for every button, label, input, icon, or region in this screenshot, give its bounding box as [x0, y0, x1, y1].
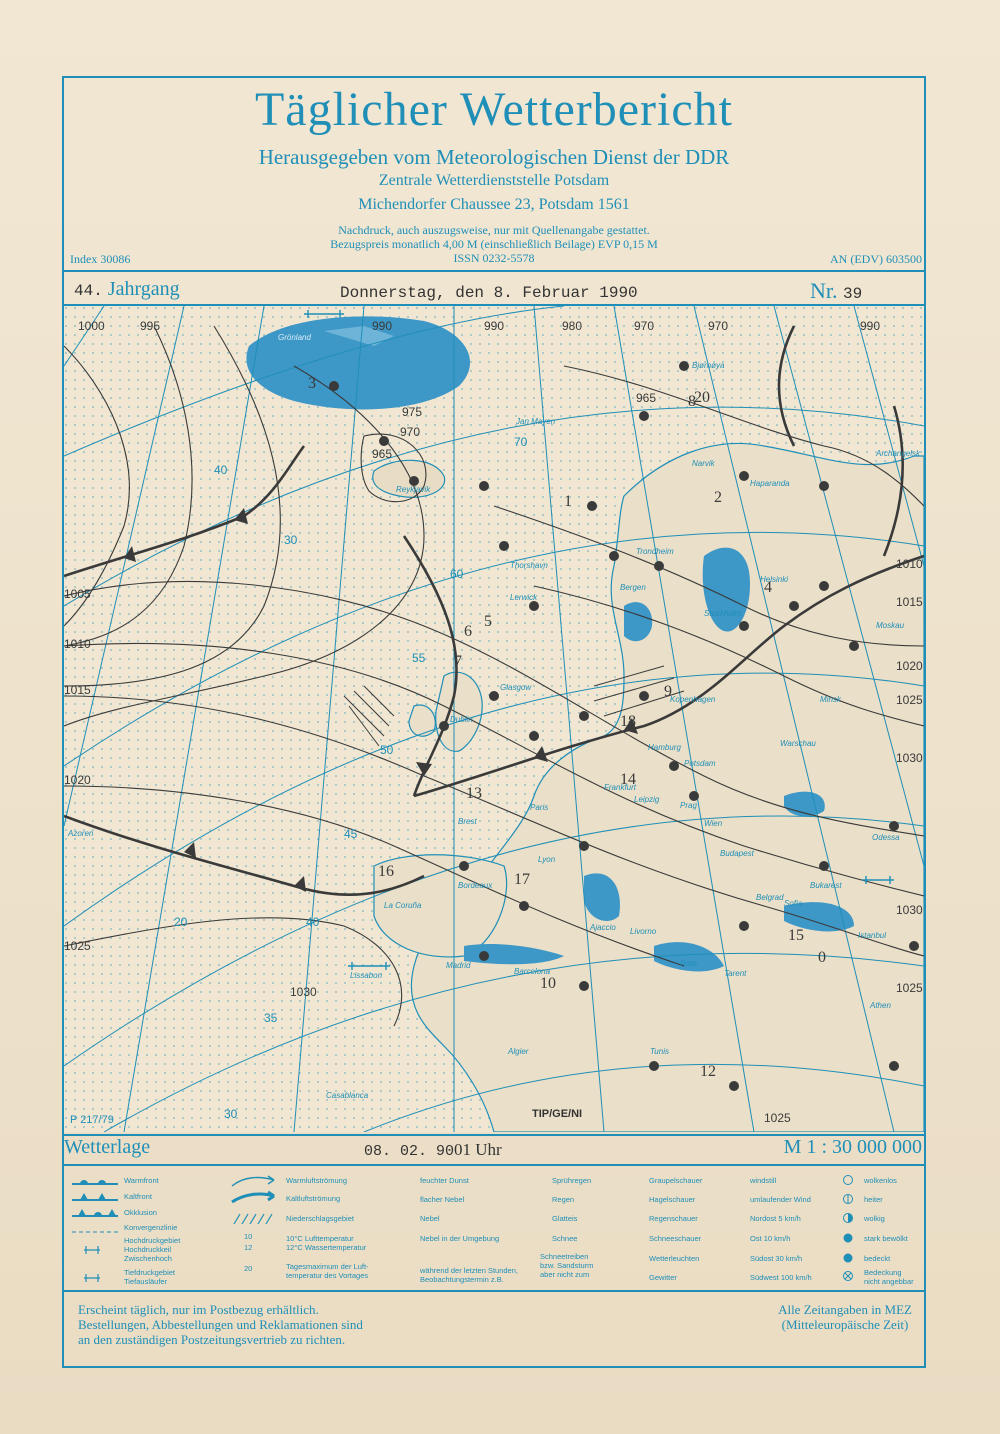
footer-right — [778, 1302, 912, 1332]
city-label: Sofia — [784, 899, 803, 908]
jahrgang-label: Jahrgang — [107, 278, 180, 300]
isobar-label: 995 — [140, 319, 161, 333]
jahrgang-number: 44. — [74, 282, 103, 300]
city-label: Potsdam — [684, 759, 716, 768]
station-value: 2 — [714, 489, 722, 506]
legend-lufttemp: 10°C Lufttemperatur — [286, 1234, 354, 1243]
legend-warmfront: Warmfront — [124, 1176, 159, 1185]
address-line: Michendorfer Chaussee 23, Potsdam 1561 — [358, 196, 630, 213]
legend-schneetreiben: Schneetreiben — [540, 1252, 589, 1261]
legend-regenschauer: Regenschauer — [649, 1214, 698, 1223]
isobar-label: 965 — [372, 447, 393, 461]
legend-graupel: Graupelschauer — [649, 1176, 703, 1185]
station-value: 0 — [818, 949, 826, 966]
legend-wetterleuchten: Wetterleuchten — [649, 1254, 700, 1263]
analyst-stamp: TIP/GE/NI — [532, 1108, 583, 1120]
isobar-label: 1010 — [64, 637, 91, 651]
city-label: Reykjavik — [396, 485, 431, 494]
isobar-label: 990 — [372, 319, 393, 333]
latitude-label: 45 — [344, 827, 358, 841]
jahrgang — [74, 278, 180, 301]
city-label: Azoren — [68, 829, 94, 838]
legend-bedeckung: Bedeckung — [864, 1268, 902, 1277]
station-value: 13 — [466, 785, 482, 802]
city-label: Budapest — [720, 849, 754, 858]
latitude-label: 30 — [284, 533, 298, 547]
isobar-label: 1015 — [896, 595, 923, 609]
city-label: Kopenhagen — [670, 695, 716, 704]
city-label: Casablanca — [326, 1091, 369, 1100]
city-label: Madrid — [446, 961, 471, 970]
city-label: Dublin — [450, 715, 473, 724]
temp-example-bottom: 12 — [244, 1243, 253, 1252]
isobar-label: 1030 — [896, 751, 923, 765]
map-reference: P 217/79 — [70, 1114, 114, 1126]
legend-kaltluft: Kaltluftströmung — [286, 1194, 341, 1203]
legend-suedost: Südost 30 km/h — [750, 1254, 803, 1263]
legend-ost: Ost 10 km/h — [750, 1234, 791, 1243]
legend-regen: Regen — [552, 1195, 575, 1204]
legend-nicht-angebbar: nicht angebbar — [864, 1277, 914, 1286]
city-label: La Coruña — [384, 901, 422, 910]
isobar-label: 1030 — [290, 985, 317, 999]
isobar-label: 970 — [708, 319, 729, 333]
footer-left — [78, 1302, 363, 1347]
an-edv-number: AN (EDV) 603500 — [830, 252, 922, 266]
city-label: Bordeaux — [458, 881, 493, 890]
analysis-time — [364, 1140, 502, 1160]
city-label: Algier — [508, 1047, 529, 1056]
station-value: 6 — [464, 623, 472, 640]
city-label: Belgrad — [756, 893, 784, 902]
index-number: Index 30086 — [70, 252, 131, 266]
station-value: 9 — [664, 683, 672, 700]
legend-suedwest: Südwest 100 km/h — [750, 1273, 812, 1282]
legend-spruehregen: Sprühregen — [552, 1176, 592, 1185]
temp-example-max: 20 — [244, 1264, 253, 1273]
legend-windstill: windstill — [750, 1176, 777, 1185]
legend-tagesmax-2: temperatur des Vortages — [286, 1271, 369, 1280]
legend-glatteis: Glatteis — [552, 1214, 578, 1223]
station-value: 1 — [564, 493, 572, 510]
divider-legend-top — [62, 1164, 926, 1166]
station-value: 16 — [378, 863, 394, 880]
city-label: Bjørnøya — [692, 361, 725, 370]
isobar-label: 975 — [402, 405, 423, 419]
legend-wassertemp: 12°C Wassertemperatur — [286, 1243, 367, 1252]
price-note: Bezugspreis monatlich 4,00 M (einschließlich Beilage) EVP 0,15 M — [330, 237, 658, 251]
latitude-label: 30 — [224, 1107, 238, 1121]
footer-left-line1: Erscheint täglich, nur im Postbezug erhältlich. — [78, 1302, 319, 1317]
city-label: Narvik — [692, 459, 715, 468]
city-label: Bukarest — [810, 881, 842, 890]
legend-kaltfront: Kaltfront — [124, 1192, 152, 1201]
isobar-label: 970 — [400, 425, 421, 439]
city-label: Moskau — [876, 621, 905, 630]
station-value: 8 — [688, 393, 696, 410]
station-value: 17 — [514, 871, 530, 888]
legend-flacher-nebel: flacher Nebel — [420, 1195, 465, 1204]
city-label: Archangelsk — [876, 449, 921, 458]
reprint-note: Nachdruck, auch auszugsweise, nur mit Quellenangabe gestattet. — [338, 223, 650, 237]
page-title: Täglicher Wetterbericht — [254, 83, 733, 136]
city-label: Haparanda — [750, 479, 790, 488]
station-value: 15 — [788, 927, 804, 944]
legend-tief: Tiefdruckgebiet — [124, 1268, 175, 1277]
city-label: Tunis — [650, 1047, 669, 1056]
front-legend-icons — [70, 1174, 120, 1286]
isobar-label: 1025 — [64, 939, 91, 953]
legend-sandsturm: bzw. Sandsturm — [540, 1261, 594, 1270]
city-label: Lyon — [538, 855, 556, 864]
isobar-label: 1025 — [896, 693, 923, 707]
legend-gewitter: Gewitter — [649, 1273, 677, 1282]
city-label: Jan Mayen — [516, 417, 556, 426]
latitude-label: 35 — [264, 1011, 278, 1025]
footer-left-line3: an den zuständigen Postzeitungsvertrieb zu richten. — [78, 1332, 346, 1347]
isobar-label: 990 — [484, 319, 505, 333]
latitude-label: 20 — [174, 915, 188, 929]
city-label: Leipzig — [634, 795, 660, 804]
legend-letzte-stunden: während der letzten Stunden, — [420, 1266, 518, 1275]
city-label: Lissabon — [350, 971, 383, 980]
city-label: Bergen — [620, 583, 646, 592]
station-value: 3 — [308, 375, 316, 392]
isobar-label: 965 — [636, 391, 657, 405]
latitude-label: 50 — [380, 743, 394, 757]
station-value: 14 — [620, 771, 636, 788]
city-label: Paris — [530, 803, 549, 812]
divider-top — [62, 270, 926, 272]
isobar-label: 1020 — [64, 773, 91, 787]
legend-hoch: Hochdruckgebiet — [124, 1236, 181, 1245]
stream-legend-icons — [230, 1172, 280, 1232]
isobar-label: 1015 — [64, 683, 91, 697]
city-label: Livorno — [630, 927, 657, 936]
issue-date: Donnerstag, den 8. Februar 1990 — [340, 284, 638, 302]
nr-label: Nr. — [810, 278, 838, 303]
footer-right-line2: (Mitteleuropäische Zeit) — [781, 1317, 909, 1332]
nr-value: 39 — [843, 285, 863, 303]
legend-stark-bewoelkt: stark bewölkt — [864, 1234, 908, 1243]
legend-dunst: feuchter Dunst — [420, 1176, 469, 1185]
legend-tagesmax: Tagesmaximum der Luft- — [286, 1262, 369, 1271]
city-label: Brest — [458, 817, 477, 826]
city-label: Warschau — [780, 739, 816, 748]
station-value: 18 — [620, 713, 636, 730]
city-label: Tarent — [724, 969, 747, 978]
legend-wolkenlos: wolkenlos — [864, 1176, 897, 1185]
wetterlage-label: Wetterlage — [64, 1136, 151, 1158]
isobar-label: 990 — [860, 319, 881, 333]
city-label: Minsk — [820, 695, 841, 704]
legend-warmluft: Warmluftströmung — [286, 1176, 347, 1185]
legend — [64, 1168, 924, 1288]
city-label: Rom — [680, 959, 697, 968]
analysis-hour: 01 Uhr — [454, 1140, 502, 1159]
city-label: Lerwick — [510, 593, 538, 602]
station-value: 5 — [484, 613, 492, 630]
legend-konvergenz: Konvergenzlinie — [124, 1223, 178, 1232]
latitude-label: 55 — [412, 651, 426, 665]
publisher-line: Herausgegeben vom Meteorologischen Dienst der DDR — [258, 145, 730, 169]
legend-okklusion: Okklusion — [124, 1208, 157, 1217]
isobar-label: 970 — [634, 319, 655, 333]
temp-example-top: 10 — [244, 1232, 253, 1241]
legend-niederschlag: Niederschlagsgebiet — [286, 1214, 354, 1223]
legend-schnee: Schnee — [552, 1234, 578, 1243]
station-value: 10 — [540, 975, 556, 992]
city-label: Helsinki — [760, 575, 789, 584]
isobar-label: 1020 — [896, 659, 923, 673]
latitude-label: 60 — [450, 567, 464, 581]
station-value: 4 — [764, 579, 772, 596]
station-line: Zentrale Wetterdienststelle Potsdam — [378, 172, 610, 189]
city-label: Odessa — [872, 833, 900, 842]
station-value: 12 — [700, 1063, 716, 1080]
isobar-label: 1025 — [896, 981, 923, 995]
latitude-label: 40 — [306, 915, 320, 929]
divider-footer — [62, 1290, 926, 1292]
city-label: Grönland — [278, 333, 311, 342]
issn-note: ISSN 0232-5578 — [453, 251, 535, 265]
isobar-label: 1010 — [896, 557, 923, 571]
legend-zwischenhoch: Zwischenhoch — [124, 1254, 172, 1263]
city-label: Glasgow — [500, 683, 532, 692]
legend-bedeckt: bedeckt — [864, 1254, 891, 1263]
city-label: Athen — [870, 1001, 891, 1010]
legend-beobachtungstermin: Beobachtungstermin z.B. — [420, 1275, 504, 1284]
latitude-label: 40 — [214, 463, 228, 477]
city-label: Trondheim — [636, 547, 674, 556]
legend-tiefauslaeufer: Tiefausläufer — [124, 1277, 168, 1286]
footer-right-line1: Alle Zeitangaben in MEZ — [778, 1302, 912, 1317]
isobar-label: 1025 — [764, 1111, 791, 1125]
city-label: Frankfurt — [604, 783, 637, 792]
city-label: Istanbul — [858, 931, 887, 940]
city-label: Barcelona — [514, 967, 551, 976]
legend-heiter: heiter — [864, 1195, 883, 1204]
city-label: Thorshavn — [510, 561, 548, 570]
greenland — [246, 316, 470, 409]
legend-hagel: Hagelschauer — [649, 1195, 696, 1204]
legend-nebel-umgebung: Nebel in der Umgebung — [420, 1234, 500, 1243]
cloud-cover-icons — [840, 1174, 856, 1286]
isobar-label: 980 — [562, 319, 583, 333]
city-label: Wien — [704, 819, 723, 828]
legend-umlaufend: umlaufender Wind — [750, 1195, 811, 1204]
latitude-label: 70 — [514, 435, 528, 449]
station-value: 20 — [694, 389, 710, 406]
legend-schneeschauer: Schneeschauer — [649, 1234, 702, 1243]
map-scale: M 1 : 30 000 000 — [783, 1136, 922, 1158]
legend-hochkeil: Hochdruckkeil — [124, 1245, 172, 1254]
analysis-date: 08. 02. 90 — [364, 1143, 455, 1160]
station-value: 7 — [454, 653, 462, 670]
weather-map — [64, 306, 924, 1132]
city-label: Ajaccio — [590, 923, 616, 932]
issue-number — [810, 278, 862, 304]
legend-wolkig: wolkig — [864, 1214, 885, 1223]
isobar-label: 1030 — [896, 903, 923, 917]
city-label: Hamburg — [648, 743, 681, 752]
footer-left-line2: Bestellungen, Abbestellungen und Reklamationen sind — [78, 1317, 363, 1332]
legend-aber-nicht: aber nicht zum — [540, 1270, 590, 1279]
legend-nordost: Nordost 5 km/h — [750, 1214, 801, 1223]
city-label: Stockholm — [704, 609, 742, 618]
legend-nebel: Nebel — [420, 1214, 440, 1223]
isobar-label: 1000 — [78, 319, 105, 333]
city-label: Prag — [680, 801, 697, 810]
isobar-label: 1005 — [64, 587, 91, 601]
